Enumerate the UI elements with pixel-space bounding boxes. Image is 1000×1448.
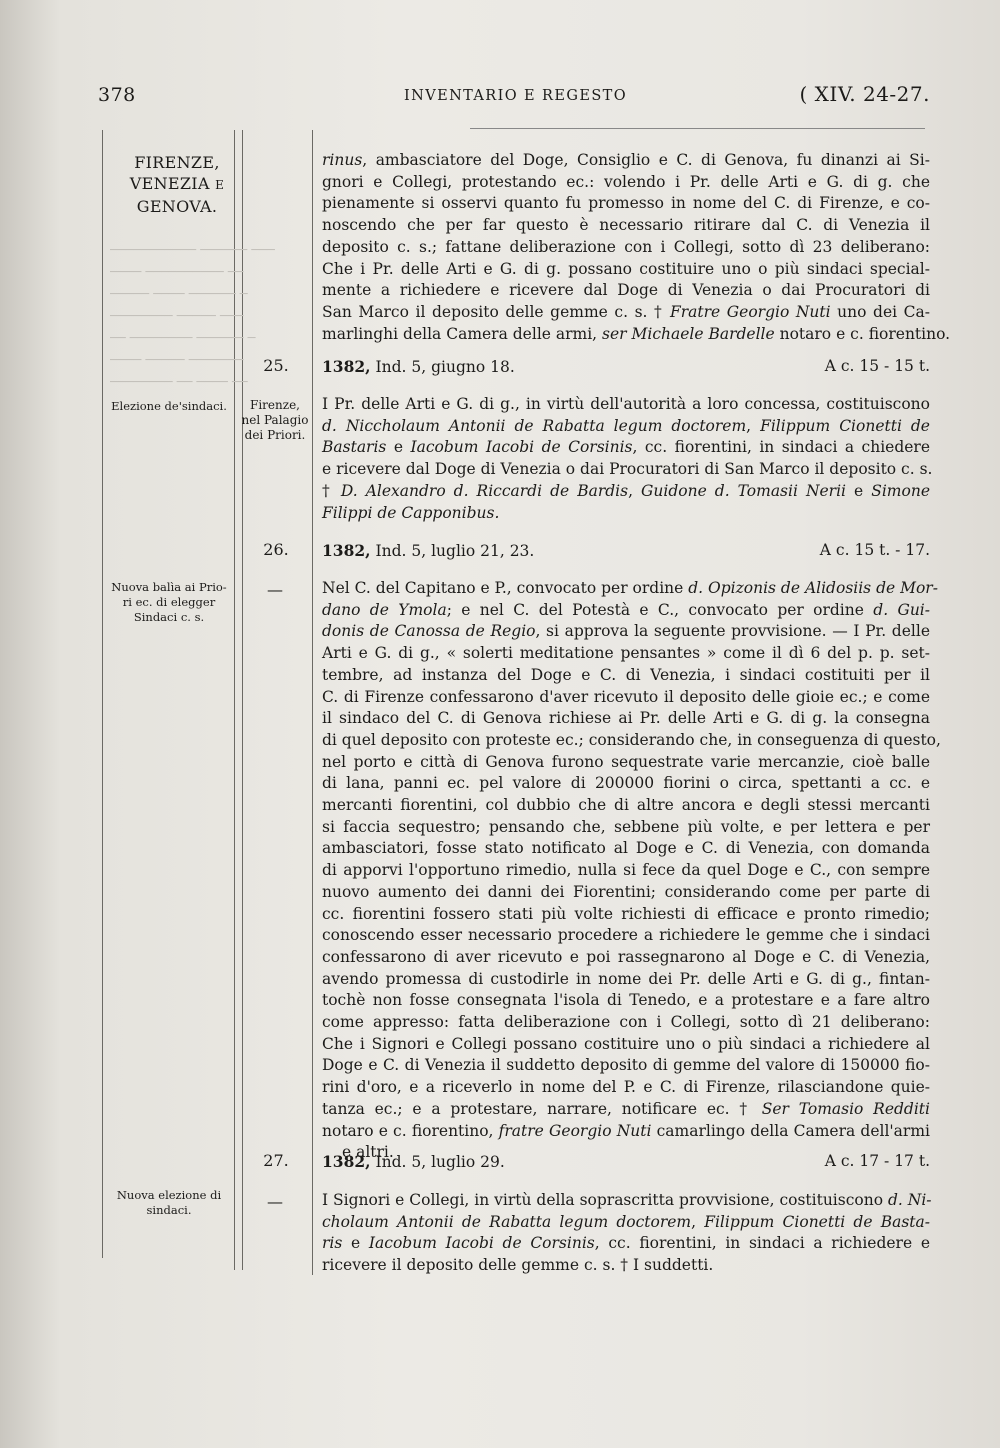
text-line: ambasciatori, fosse stato notificato al Doge e C. di Venezia, con domanda bbox=[322, 839, 930, 858]
entry-year: 1382, bbox=[322, 357, 371, 376]
text-line: tochè non fosse consegnata l'isola di Tenedo, e a protestare e a fare altro bbox=[322, 991, 930, 1010]
text-line: I Pr. delle Arti e G. di g., in virtù dell'autorità a loro concessa, costituiscono bbox=[322, 395, 930, 413]
entry-place: Firenze, nel Palagio dei Priori. bbox=[241, 398, 309, 442]
text-line: cholaum Antonii de Rabatta legum doctorem, Filippum Cionetti de Basta- bbox=[322, 1212, 930, 1231]
text-line: I Signori e Collegi, in virtù della soprascritta provvisione, costituiscono d. Ni- bbox=[322, 1191, 932, 1209]
text-line: Che i Signori e Collegi possano costituire uno o più sindaci a richiedere al bbox=[322, 1034, 930, 1053]
text-line: tembre, ad instanza del Doge e C. di Venezia, i sindaci costituiti per il bbox=[322, 665, 930, 684]
margin-rule-right bbox=[312, 130, 313, 1275]
entry-heading bbox=[322, 357, 930, 381]
entry-date: Ind. 5, luglio 29. bbox=[375, 1153, 505, 1171]
text-line: e altri. bbox=[342, 1143, 394, 1162]
entry-heading bbox=[322, 1152, 930, 1176]
entry-ref: A c. 17 - 17 t. bbox=[824, 1152, 930, 1170]
text-line: il sindaco del C. di Genova richiese ai Pr. delle Arti e G. di g. la consegna bbox=[322, 709, 930, 728]
text-line: marlinghi della Camera delle armi, ser Michaele Bardelle notaro e c. fiorentino. bbox=[322, 324, 951, 343]
text-line: tanza ec.; e a protestare, narrare, notificare ec. † Ser Tomasio Redditi bbox=[322, 1099, 930, 1118]
text-line: e ricevere dal Doge di Venezia o dai Procuratori di San Marco il deposito c. s. bbox=[322, 460, 933, 479]
margin-rule-left bbox=[102, 130, 103, 1258]
page-number: 378 bbox=[98, 84, 136, 106]
margin-title-line: FIRENZE, bbox=[134, 153, 220, 172]
text-line: rinus, ambasciatore del Doge, Consiglio e C. di Genova, fu dinanzi ai Si- bbox=[322, 151, 930, 169]
entry-year: 1382, bbox=[322, 1152, 371, 1171]
text-line: mercanti fiorentini, col dubbio che di altre ancora e degli stessi mercanti bbox=[322, 796, 930, 815]
section-reference: ( XIV. 24-27. bbox=[799, 82, 930, 106]
entry-date: Ind. 5, luglio 21, 23. bbox=[375, 542, 535, 560]
text-line: gnori e Collegi, protestando ec.: volendo i Pr. delle Arti e G. di g. che bbox=[322, 172, 930, 191]
text-line: di lana, panni ec. pel valore di 200000 fiorini o circa, spettanti a cc. e bbox=[322, 774, 930, 793]
text-line: noscendo che per far questo è necessario ritirare dal C. di Venezia il bbox=[322, 216, 930, 235]
text-line: † D. Alexandro d. Riccardi de Bardis, Guidone d. Tomasii Nerii e Simone bbox=[322, 481, 930, 500]
text-line: avendo promessa di custodirle in nome dei Pr. delle Arti e G. di g., fintan- bbox=[322, 969, 930, 988]
entry-text bbox=[322, 394, 933, 524]
text-line: C. di Firenze confessarono d'aver ricevuto il deposito delle gioie ec.; e come bbox=[322, 687, 930, 706]
margin-title bbox=[112, 152, 242, 217]
text-line: cc. fiorentini fossero stati più volte richiesti di efficace e pronto rimedio; bbox=[322, 904, 930, 923]
margin-title-line: GENOVA. bbox=[136, 197, 218, 216]
margin-title-line: VENEZIA E bbox=[129, 174, 225, 193]
text-line: notaro e c. fiorentino, fratre Georgio Nuti camarlingo della Camera dell'armi bbox=[322, 1121, 930, 1140]
text-line: confessarono di aver ricevuto e poi rassegnarono al Doge e C. di Venezia, bbox=[322, 947, 930, 966]
text-line: Bastaris e Iacobum Iacobi de Corsinis, cc. fiorentini, in sindaci a chiedere bbox=[322, 438, 930, 457]
text-line: nel porto e città di Genova furono sequestrate varie mercanzie, cioè balle bbox=[322, 752, 930, 771]
margin-note: Nuova elezione di sindaci. bbox=[116, 1188, 222, 1217]
entry-place: — bbox=[267, 1192, 283, 1211]
text-line: Doge e C. di Venezia il suddetto deposito di gemme del valore di 150000 fio- bbox=[322, 1056, 930, 1075]
entry-number: 27. bbox=[263, 1151, 289, 1170]
text-line: deposito c. s.; fattane deliberazione con i Collegi, sotto dì 23 deliberano: bbox=[322, 237, 930, 256]
text-line: ricevere il deposito delle gemme c. s. † I suddetti. bbox=[322, 1256, 714, 1275]
text-line: ris e Iacobum Iacobi de Corsinis, cc. fiorentini, in sindaci a richiedere e bbox=[322, 1234, 930, 1253]
text-line: donis de Canossa de Regio, si approva la seguente provvisione. — I Pr. delle bbox=[322, 622, 930, 641]
text-line: San Marco il deposito delle gemme c. s. † Fratre Georgio Nuti uno dei Ca- bbox=[322, 302, 931, 321]
margin-note: Nuova balìa ai Prio- ri ec. di elegger Sindaci c. s. bbox=[111, 580, 227, 624]
text-line: conoscendo esser necessario procedere a richiedere le gemme che i sindaci bbox=[322, 926, 930, 945]
entry-number: 26. bbox=[263, 540, 289, 559]
text-line: Che i Pr. delle Arti e G. di g. possano costituire uno o più sindaci special- bbox=[322, 259, 930, 278]
intro-paragraph bbox=[322, 150, 951, 345]
text-line: di quel deposito con proteste ec.; considerando che, in conseguenza di questo, bbox=[322, 730, 941, 749]
page-header bbox=[0, 84, 1000, 114]
entry-ref: A c. 15 t. - 17. bbox=[819, 541, 930, 559]
text-line: come appresso: fatta deliberazione con i Collegi, sotto dì 21 deliberano: bbox=[322, 1013, 930, 1032]
text-segment: rinus bbox=[322, 151, 363, 169]
margin-note: Elezione de'sindaci. bbox=[111, 399, 227, 413]
entry-date: Ind. 5, giugno 18. bbox=[375, 358, 515, 376]
entry-heading bbox=[322, 541, 930, 565]
text-line: di apporvi l'opportuno rimedio, nulla si fece da quel Doge e C., con sempre bbox=[322, 861, 930, 880]
entry-number: 25. bbox=[263, 356, 289, 375]
text-line: mente a richiedere e ricevere dal Doge di Venezia o dai Procuratori di bbox=[322, 281, 930, 300]
entry-year: 1382, bbox=[322, 541, 371, 560]
text-line: d. Niccholaum Antonii de Rabatta legum doctorem, Filippum Cionetti de bbox=[322, 416, 930, 435]
header-rule bbox=[470, 128, 925, 129]
text-line: si faccia sequestro; pensando che, sebbene più volte, e per lettera e per bbox=[322, 817, 930, 836]
entry-text bbox=[322, 578, 941, 1164]
entry-place: — bbox=[267, 580, 283, 599]
text-line: Arti e G. di g., « solerti meditatione pensantes » come il dì 6 del p. p. set- bbox=[322, 644, 930, 663]
show-through-texture: ─────────── ────── ─── ──── ────────── ── ───── ──── ────── ─ ──────── ───── ─── ── ──────── ────── ─ ──── ───── ─────── ──────── ── ──── ── bbox=[110, 243, 275, 390]
text-line: Nel C. del Capitano e P., convocato per ordine d. Opizonis de Alidosiis de Mor- bbox=[322, 579, 938, 597]
text-line: rini d'oro, e a riceverlo in nome del P. e C. di Firenze, rilasciandone quie- bbox=[322, 1078, 930, 1097]
entry-text bbox=[322, 1190, 930, 1277]
text-line: dano de Ymola; e nel C. del Potestà e C., convocato per ordine d. Gui- bbox=[322, 600, 931, 619]
text-line: Filippi de Capponibus. bbox=[322, 503, 500, 522]
text-line: nuovo aumento dei danni dei Fiorentini; considerando come per parte di bbox=[322, 882, 930, 901]
running-title: INVENTARIO E REGESTO bbox=[404, 88, 628, 104]
text-line: pienamente si osservi quanto fu promesso in nome del C. di Firenze, e co- bbox=[322, 194, 930, 213]
entry-ref: A c. 15 - 15 t. bbox=[824, 357, 930, 375]
